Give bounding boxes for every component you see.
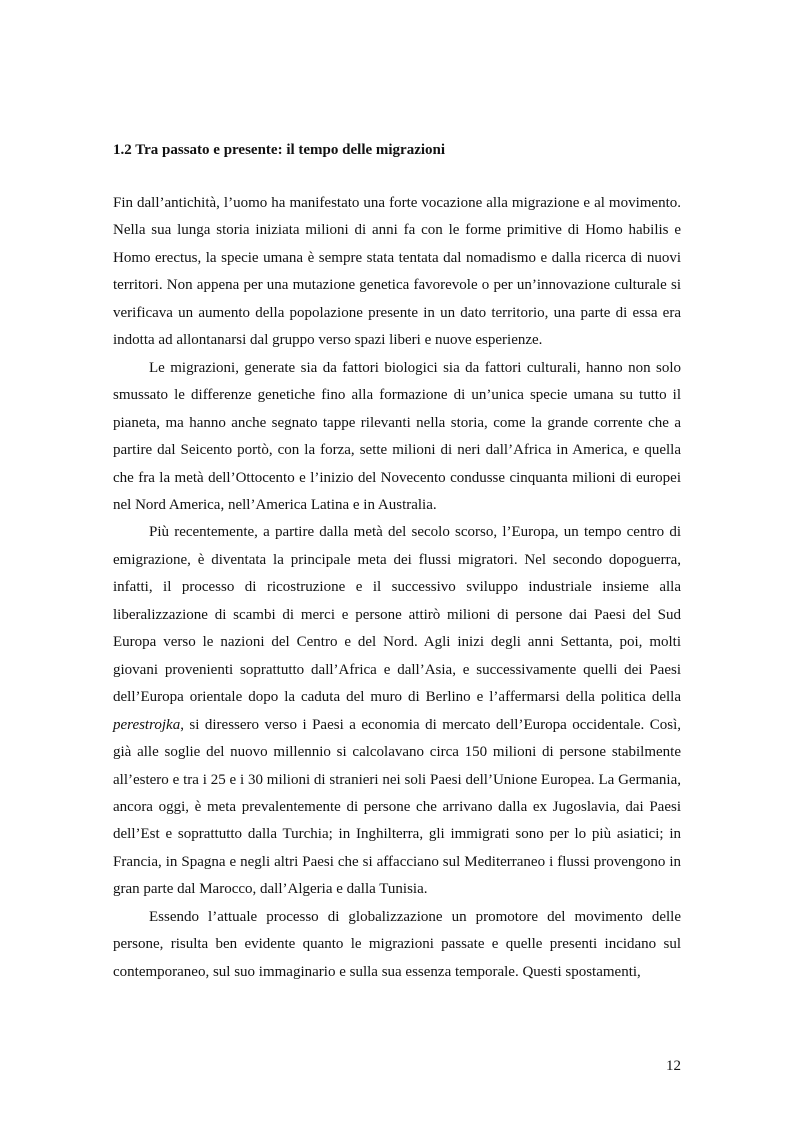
body-text [113, 190, 681, 986]
paragraph-3-text-after-italic: , si diressero verso i Paesi a economia di mercato dell’Europa occidentale. Così, già alle soglie del nuovo millennio si calcolavano circa 150 milioni di persone stabilmente all’estero e tra i 25 e i 30 milioni di stranieri nei soli Paesi dell’Unione Europea. La Germania, ancora oggi, è meta prevalentemente di persone che arrivano dalla ex Jugoslavia, dai Paesi dell’Est e soprattutto dalla Turchia; in Inghilterra, gli immigrati sono per lo più asiatici; in Francia, in Spagna e negli altri Paesi che si affacciano sul Mediterraneo i flussi provengono in gran parte dal Marocco, dall’Algeria e dalla Tunisia. [113, 716, 681, 898]
page-number: 12 [666, 1058, 681, 1074]
paragraph-4: Essendo l’attuale processo di globalizzazione un promotore del movimento delle persone, risulta ben evidente quanto le migrazioni passate e quelle presenti incidano sul contemporaneo, sul suo immaginario e sulla sua essenza temporale. Questi spostamenti, [113, 908, 681, 980]
paragraph-1: Fin dall’antichità, l’uomo ha manifestato una forte vocazione alla migrazione e al movimento. Nella sua lunga storia iniziata milioni di anni fa con le forme primitive di Homo habilis e Homo erectus, la specie umana è sempre stata tentata dal nomadismo e dalla ricerca di nuovi territori. Non appena per una mutazione genetica favorevole o per un’innovazione culturale si verificava un aumento della popolazione presente in un dato territorio, una parte di essa era indotta ad allontanarsi dal gruppo verso spazi liberi e nuove esperienze. [113, 195, 681, 349]
paragraph-3 [113, 519, 681, 903]
italic-term-perestrojka: perestrojka [113, 716, 181, 733]
paragraph-3-text-before-italic: Più recentemente, a partire dalla metà del secolo scorso, l’Europa, un tempo centro di emigrazione, è diventata la principale meta dei flussi migratori. Nel secondo dopoguerra, infatti, il processo di ricostruzione e il successivo sviluppo industriale insieme alla liberalizzazione di scambi di merci e persone attirò milioni di persone dai Paesi del Sud Europa verso le nazioni del Centro e del Nord. Agli inizi degli anni Settanta, poi, molti giovani provenienti soprattutto dall’Africa e dall’Asia, e successivamente quelli dei Paesi dell’Europa orientale dopo la caduta del muro di Berlino e l’affermarsi della politica della [113, 524, 681, 706]
section-heading: 1.2 Tra passato e presente: il tempo delle migrazioni [113, 142, 446, 158]
paragraph-2: Le migrazioni, generate sia da fattori biologici sia da fattori culturali, hanno non solo smussato le differenze genetiche fino alla formazione di un’unica specie umana su tutto il pianeta, ma hanno anche segnato tappe rilevanti nella storia, come la grande corrente che a partire dal Seicento portò, con la forza, sette milioni di neri dall’Africa in America, e quella che fra la metà dell’Ottocento e l’inizio del Novecento condusse cinquanta milioni di europei nel Nord America, nell’America Latina e in Australia. [113, 359, 681, 513]
